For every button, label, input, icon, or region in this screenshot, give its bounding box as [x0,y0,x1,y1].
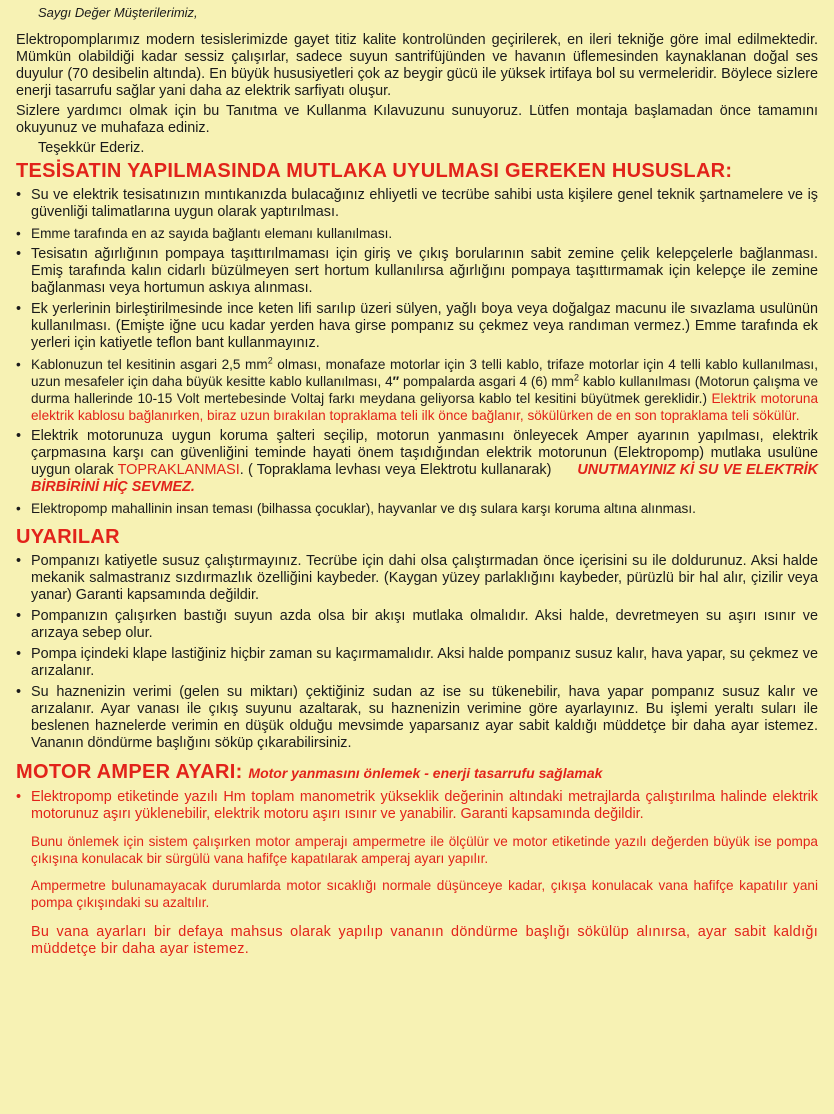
installation-item [16,301,818,352]
superscript: 2 [267,355,273,366]
cable-text: olması, monafaze motorlar için 3 telli kablo, trifaze motorlar için 4 telli kablo kullanılması, uzun mesafeler için daha büyük kesitte kablo kullanılması, 4 [31,357,818,389]
bullet-icon: • [16,301,22,317]
warning-item [16,684,818,752]
installation-heading: TESİSATIN YAPILMASINDA MUTLAKA UYULMASI GEREKEN HUSUSLAR: [16,160,733,182]
installation-item [16,225,818,242]
warning-item-text: Su haznenizin verimi (gelen su miktarı) çektiğiniz sudan az ise su tükenebilir, hava yapar pompanız susuz kalır ve arızalanır. Ayar vanası ile çıkış suyunu azaltarak, su haznenizin verimine göre ayarlayınız. Bu işlemi yeraltı suları ile beslenen haznelerde verimin en düşük olduğu mevsimde yaparsanız ayar sabit kaldığı müddetçe bir daha ayar istemez. Vananın döndürme başlığını söküp çıkarabilirsiniz. [31,684,818,751]
warning-item-text: Pompanızın çalışırken bastığı suyun azda olsa bir akışı mutlaka olmalıdır. Aksi halde, devretmeyen su aşırı ısınır ve arızaya sebep olur. [31,608,818,641]
bullet-icon: • [16,501,21,516]
bullet-icon: • [16,608,22,624]
warning-item [16,608,818,642]
motor-paragraph-2: Ampermetre bulunamayacak durumlarda motor sıcaklığı normale düşünceye kadar, çıkışa konulacak vana hafifçe kapatılır yani pompa çıkışındaki su azaltılır. [31,878,818,910]
warnings-heading: UYARILAR [16,526,120,548]
motor-heading [16,760,818,785]
installation-item [16,356,818,424]
bullet-icon: • [16,246,22,262]
installation-list [16,187,818,517]
warning-item [16,553,818,604]
warning-item-text: Pompa içindeki klape lastiğiniz hiçbir zaman su kaçırmamalıdır. Aksi halde pompanız susuz kalır, hava yapar, su çekmez ve arızalanır. [31,646,818,679]
installation-item-text: . ( Topraklama levhası veya Elektrotu kullanarak) [239,462,552,478]
installation-item-text: Emme tarafında en az sayıda bağlantı elemanı kullanılması. [31,226,393,241]
bullet-icon: • [16,553,22,569]
motor-subheading: Motor yanmasını önlemek - enerji tasarrufu sağlamak [248,765,603,781]
grounding-note: Elektrik motoruna elektrik kablosu bağlanırken, biraz uzun bırakılan topraklama teli ilk önce bağlanır, sökülürken de en son topraklama teli sökülür. [31,391,818,423]
bullet-icon: • [16,428,22,444]
installation-item [16,187,818,221]
inch-mark: ″ [392,374,400,389]
installation-item-text: Elektrik motorunuza uygun koruma şalteri seçilip, motorun yanmasını önleyecek Amper ayarının yapılması, elektrik çarpmasına karşı can güvenliğini teminde hayati önem taşıdığından elektrik motorunun (Elektropomp) mutlaka usulüne uygun olarak [31,428,818,478]
cable-text: Kablonuzun tel kesitinin asgari 2,5 mm [31,357,268,372]
motor-list [16,789,818,823]
motor-heading-text: MOTOR AMPER AYARI: [16,761,243,783]
motor-item [16,789,818,823]
bullet-icon: • [16,226,21,241]
warning-item [16,646,818,680]
cable-text: kablo kullanılması (Motorun çalışma ve durma hallerinde 10-15 Volt mertebesinde Voltaj farkı meydana geliyorsa kablo tel kesitini büyütmek gereklidir.) [31,374,819,406]
grounding-emphasis: TOPRAKLANMASI [117,462,240,478]
cable-text: pompalarda asgari 4 (6) mm [399,374,574,389]
installation-item [16,246,818,297]
installation-item-text: Tesisatın ağırlığının pompaya taşıttırılmaması için giriş ve çıkış borularının sabit zemine çelik kelepçelerle bağlanması. Emiş tarafında kalın cidarlı büzülmeyen sert hortum kullanılırsa ağırlığını pompaya taşıttırmamak için kelepçe ile zemine bağlanması veya hortumun askıya alınması. [31,246,818,296]
intro-paragraph-1: Elektropomplarımız modern tesislerimizde gayet titiz kalite kontrolünden geçirilerek, en ileri tekniğe göre imal edilmektedir. Mümkün olabildiği kadar sessiz çalışırlar, sadece suyun santrifüjünden ve havanın üflemesinden kaynaklanan doğal ses duyulur (70 desibelin altında). En büyük hususiyetleri çok az beygir gücü ile yüksek irtifaya bol su vermeleridir. Böylece sizlere enerji tasarrufu sağlar yani daha az elektrik sarfiyatı oluşur. [16,32,818,99]
warning-item-text: Pompanızı katiyetle susuz çalıştırmayınız. Tecrübe için dahi olsa çalıştırmadan önce içerisini su ile doldurunuz. Aksi halde mekanik salmastranız sızdırmazlık özelliğini kaybeder. (Kaygan yüzey parlaklığını kaybeder, pürüzlü bir hal alır, çizilir veya yanar) Garanti kapsamında değildir. [31,553,818,603]
thanks-line: Teşekkür Ederiz. [38,140,145,156]
motor-paragraph-3: Bu vana ayarları bir defaya mahsus olarak yapılıp vananın döndürme başlığı sökülüp alınırsa, ayar sabit kaldığı müddetçe bir daha ayar istemez. [31,924,818,957]
salutation: Saygı Değer Müşterilerimiz, [38,5,198,20]
installation-item-text: Su ve elektrik tesisatınızın mıntıkanızda bulacağınız ehliyetli ve tecrübe sahibi usta kişilere genel teknik şartnamelere ve iş güvenliği talimatlarına uygun olarak yaptırılması. [31,187,818,220]
installation-item-text: Ek yerlerinin birleştirilmesinde ince keten lifi sarılıp üzeri sülyen, yağlı boya veya doğalgaz macunu ile sıvazlama usulünün kullanılması. (Emişte iğne ucu kadar yerden hava girse pompanız su çekmez veya randıman vermez.) Emme tarafında ek yerleri için katiyetle teflon bant kullanmayınız. [31,301,818,351]
intro-paragraph-2: Sizlere yardımcı olmak için bu Tanıtma ve Kullanma Kılavuzunu sunuyoruz. Lütfen montaja başlamadan önce tamamını okuyunuz ve muhafaza ediniz. [16,103,818,136]
installation-item-text: Elektropomp mahallinin insan teması (bilhassa çocuklar), hayvanlar ve dış sulara karşı koruma altına alınması. [31,501,696,516]
warning-slogan: UNUTMAYINIZ Kİ SU VE ELEKTRİK BİRBİRİNİ HİÇ SEVMEZ. [31,462,818,495]
installation-item [16,500,818,517]
bullet-icon: • [16,684,22,700]
motor-paragraph-1: Bunu önlemek için sistem çalışırken motor amperajı ampermetre ile ölçülür ve motor etiketinde yazılı değerden büyük ise pompa çıkışına konulacak bir sürgülü vana hafifçe kapatılarak amperaj ayarı yapılır. [31,834,818,866]
motor-item-text: Elektropomp etiketinde yazılı Hm toplam manometrik yükseklik değerinin altındaki metrajlarda çalıştırılma halinde elektrik motorunuz aşırı yüklenebilir, elektrik motoru aşırı ısınır ve yanabilir. Garanti kapsamında değildir. [31,789,818,822]
bullet-icon: • [16,357,21,372]
superscript: 2 [573,372,579,383]
warnings-list [16,553,818,752]
bullet-icon: • [16,187,22,203]
bullet-icon: • [16,646,22,662]
installation-item [16,428,818,496]
bullet-icon: • [16,789,22,805]
